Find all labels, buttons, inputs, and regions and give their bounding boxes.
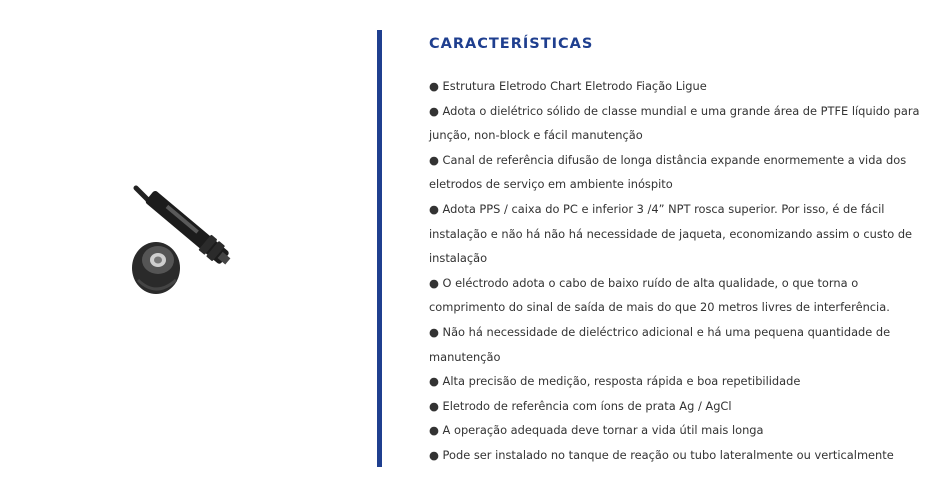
feature-item: ● Não há necessidade de dieléctrico adicional e há uma pequena quantidade de manutenção [429,324,891,364]
product-image-ph-electrode [128,184,240,300]
feature-item: ● Canal de referência difusão de longa distância expande enormemente a vida dos eletrodos de serviço em ambiente inóspito [429,152,907,192]
features-list [429,74,929,468]
feature-item: ● Eletrodo de referência com íons de prata Ag / AgCl [429,398,732,413]
feature-item: ● Adota o dielétrico sólido de classe mundial e uma grande área de PTFE líquido para junção, non-block e fácil manutenção [429,103,920,143]
features-section [429,34,929,468]
section-divider [377,30,382,467]
feature-item: ● Estrutura Eletrodo Chart Eletrodo Fiação Ligue [429,79,707,93]
feature-item: ● A operação adequada deve tornar a vida útil mais longa [429,423,764,438]
section-title: CARACTERÍSTICAS [429,36,594,52]
feature-item: ● Alta precisão de medição, resposta rápida e boa repetibilidade [429,374,801,389]
feature-item: ● Pode ser instalado no tanque de reação ou tubo lateralmente ou verticalmente [429,447,894,462]
feature-item: ● Adota PPS / caixa do PC e inferior 3 /4” NPT rosca superior. Por isso, é de fácil instalação e não há não há necessidade de jaqueta, economizando assim o custo de instalação [429,201,913,266]
feature-item: ● O eléctrodo adota o cabo de baixo ruído de alta qualidade, o que torna o comprimento do sinal de saída de mais do que 20 metros livres de interferência. [429,275,890,315]
